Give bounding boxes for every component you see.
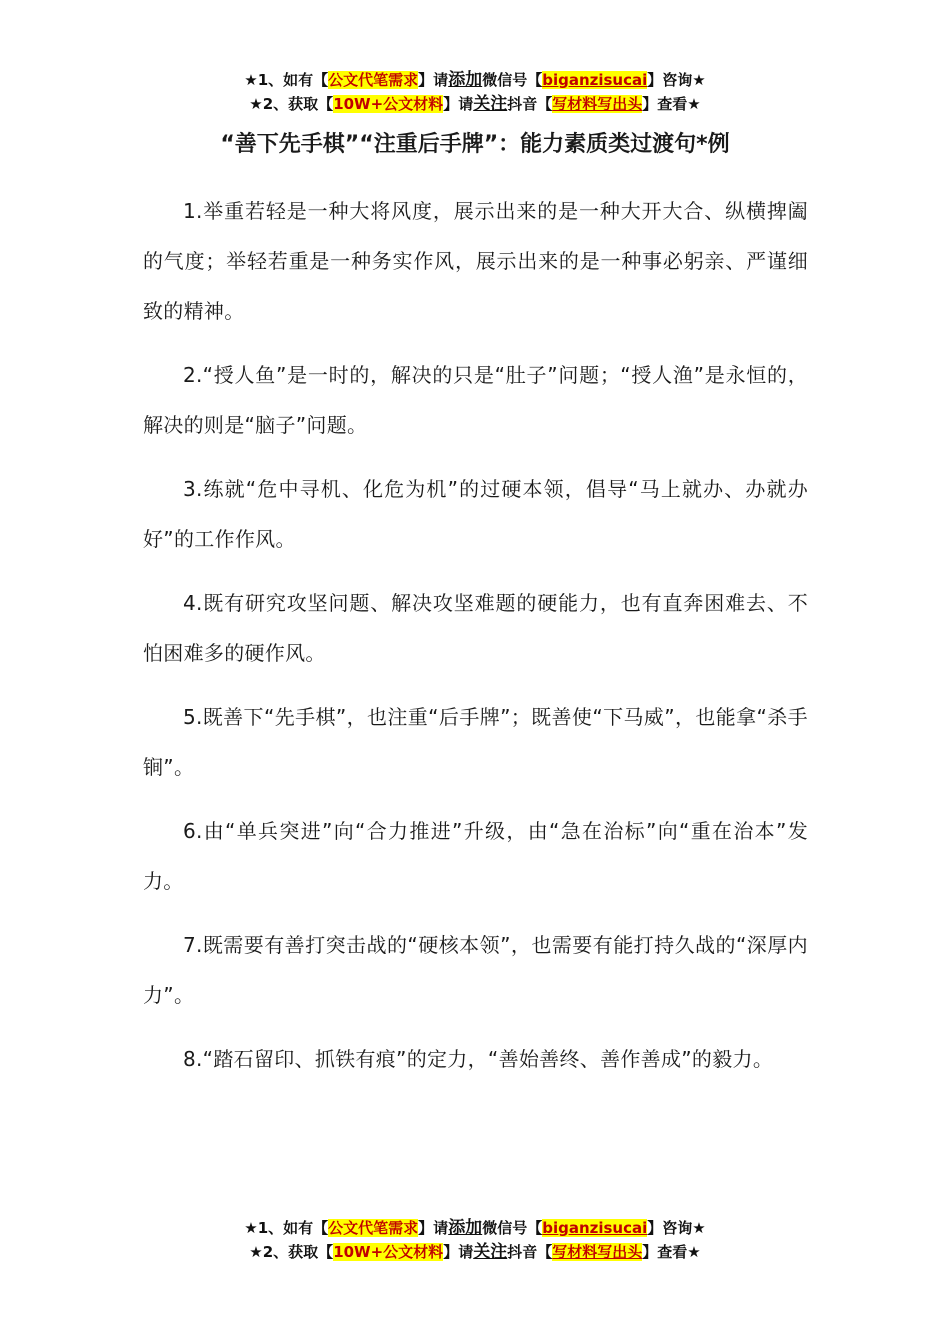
paragraph: 2.“授人鱼”是一时的，解决的只是“肚子”问题；“授人渔”是永恒的，解决的则是“脑子”问题。: [143, 363, 808, 437]
underlined-text: 添加: [448, 70, 483, 90]
header-text: 】咨询★: [647, 71, 706, 89]
paragraph: 1.举重若轻是一种大将风度，展示出来的是一种大开大合、纵横捭阖的气度；举轻若重是一种务实作风，展示出来的是一种事必躬亲、严谨细致的精神。: [143, 199, 808, 323]
wechat-id: biganzisucai: [542, 71, 648, 89]
paragraph: 8.“踏石留印、抓铁有痕”的定力，“善始善终、善作善成”的毅力。: [183, 1047, 774, 1071]
paragraph: 4.既有研究攻坚问题、解决攻坚难题的硬能力，也有直奔困难去、不怕困难多的硬作风。: [143, 591, 808, 665]
footer-text: 】查看★: [642, 1243, 701, 1261]
douyin-account: 写材料写出头: [552, 95, 643, 113]
footer-text: ★2、获取【: [249, 1243, 334, 1261]
document-title: “善下先手棋”“注重后手牌”：能力素质类过渡句*例: [220, 132, 730, 157]
underlined-text: 添加: [448, 1218, 483, 1238]
header-line-1: [0, 68, 950, 92]
footer-text: 】请: [418, 1219, 449, 1237]
highlight-materials: 10W+公文材料: [333, 95, 444, 113]
header-text: 抖音【: [507, 95, 553, 113]
header-banner: [0, 68, 950, 116]
header-text: 】请: [418, 71, 449, 89]
wechat-id: biganzisucai: [542, 1219, 648, 1237]
highlight-materials: 10W+公文材料: [333, 1243, 444, 1261]
header-text: 】查看★: [642, 95, 701, 113]
header-text: ★2、获取【: [249, 95, 334, 113]
footer-text: ★1、如有【: [244, 1219, 329, 1237]
underlined-text: 关注: [473, 94, 508, 114]
highlight-service: 公文代笔需求: [328, 1219, 419, 1237]
douyin-account: 写材料写出头: [552, 1243, 643, 1261]
footer-text: 抖音【: [507, 1243, 553, 1261]
footer-text: 】请: [443, 1243, 474, 1261]
paragraph: 6.由“单兵突进”向“合力推进”升级，由“急在治标”向“重在治本”发力。: [143, 819, 808, 893]
footer-text: 微信号【: [482, 1219, 543, 1237]
highlight-service: 公文代笔需求: [328, 71, 419, 89]
footer-line-2: [0, 1240, 950, 1264]
underlined-text: 关注: [473, 1242, 508, 1262]
paragraph: 3.练就“危中寻机、化危为机”的过硬本领，倡导“马上就办、办就办好”的工作作风。: [143, 477, 808, 551]
paragraph: 7.既需要有善打突击战的“硬核本领”，也需要有能打持久战的“深厚内力”。: [143, 933, 808, 1007]
header-text: 】请: [443, 95, 474, 113]
footer-line-1: [0, 1216, 950, 1240]
footer-banner: [0, 1216, 950, 1264]
document-body: [143, 186, 808, 1098]
paragraph: 5.既善下“先手棋”，也注重“后手牌”；既善使“下马威”，也能拿“杀手锏”。: [143, 705, 808, 779]
header-line-2: [0, 92, 950, 116]
footer-text: 】咨询★: [647, 1219, 706, 1237]
header-text: 微信号【: [482, 71, 543, 89]
header-text: ★1、如有【: [244, 71, 329, 89]
